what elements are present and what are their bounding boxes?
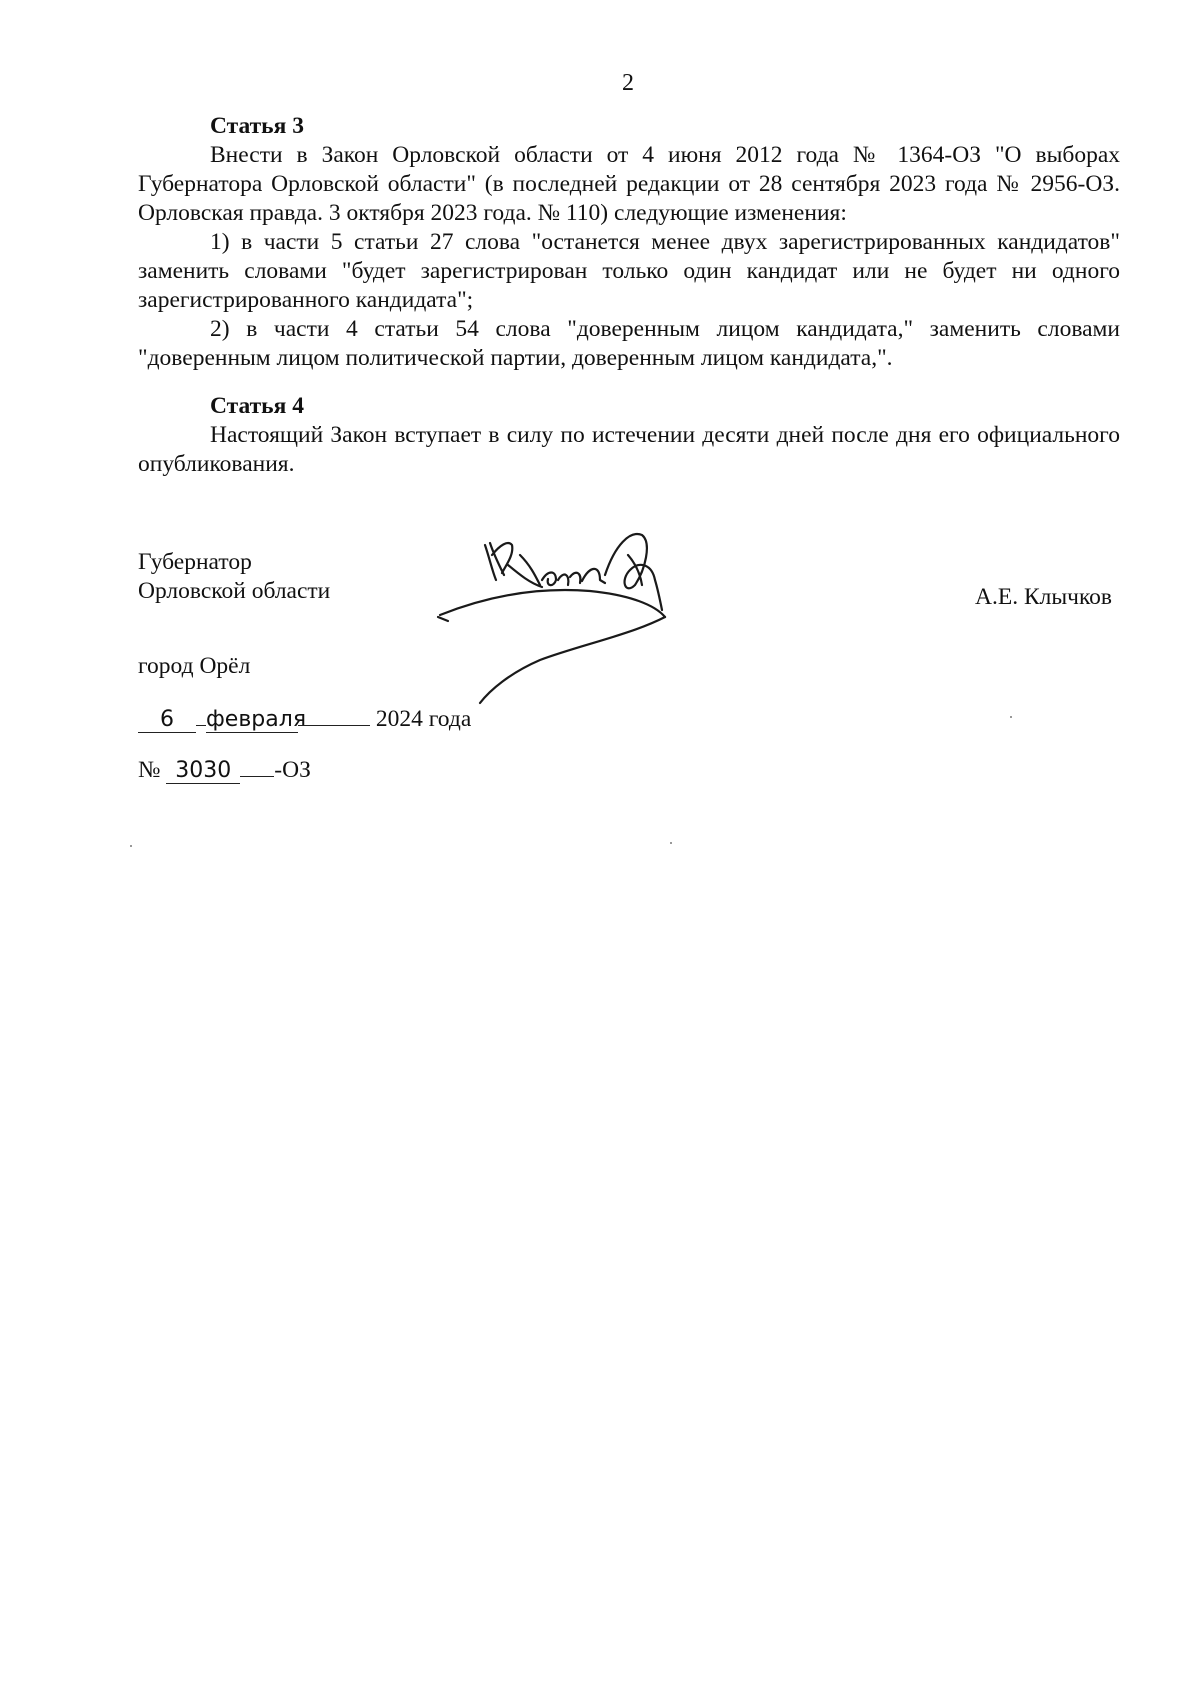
article-4-title: Статья 4: [210, 393, 304, 419]
governor-name: А.Е. Клычков: [975, 584, 1113, 610]
date-month: февраля: [206, 707, 307, 732]
law-number-value: 3030: [166, 759, 240, 784]
article-3-intro: Внести в Закон Орловской области от 4 июня 2012 года № 1364-ОЗ "О выборах Губернатора Орловской области" (в последней редакции от 28 сентября 2023 года № 2956-ОЗ. Орловская правда. 3 октября 2023 года. № 110) следующие изменения:: [138, 142, 1120, 226]
handwritten-signature: [430, 525, 720, 705]
article-4-text: Настоящий Закон вступает в силу по истечении десяти дней после дня его официального опубликования.: [138, 422, 1120, 477]
law-number: [138, 756, 311, 785]
city-name: город Орёл: [138, 653, 251, 679]
scan-speck: [130, 845, 132, 847]
scan-speck: [1010, 716, 1012, 718]
article-3-title: Статья 3: [210, 113, 304, 139]
governor-position: [138, 548, 330, 606]
number-sign: №: [138, 757, 161, 783]
page-number: 2: [622, 70, 634, 96]
governor-position-line-2: Орловской области: [138, 578, 331, 604]
article-4: [138, 392, 1120, 479]
article-3: [138, 112, 1120, 373]
article-3-item-1: 1) в части 5 статьи 27 слова "останется менее двух зарегистрированных кандидатов" заменить словами "будет зарегистрирован только один кандидат или не будет ни одного зарегистрированного кандидата";: [138, 229, 1120, 313]
signing-date: [138, 705, 471, 734]
article-3-item-2: 2) в части 4 статьи 54 слова "доверенным лицом кандидата," заменить словами "доверенным лицом политической партии, доверенным лицом кандидата,".: [138, 316, 1120, 371]
date-year: 2024 года: [375, 706, 472, 732]
date-day: 6: [138, 708, 196, 733]
scan-speck: [670, 842, 672, 844]
governor-position-line-1: Губернатор: [138, 549, 252, 575]
law-number-suffix: -ОЗ: [274, 757, 311, 783]
